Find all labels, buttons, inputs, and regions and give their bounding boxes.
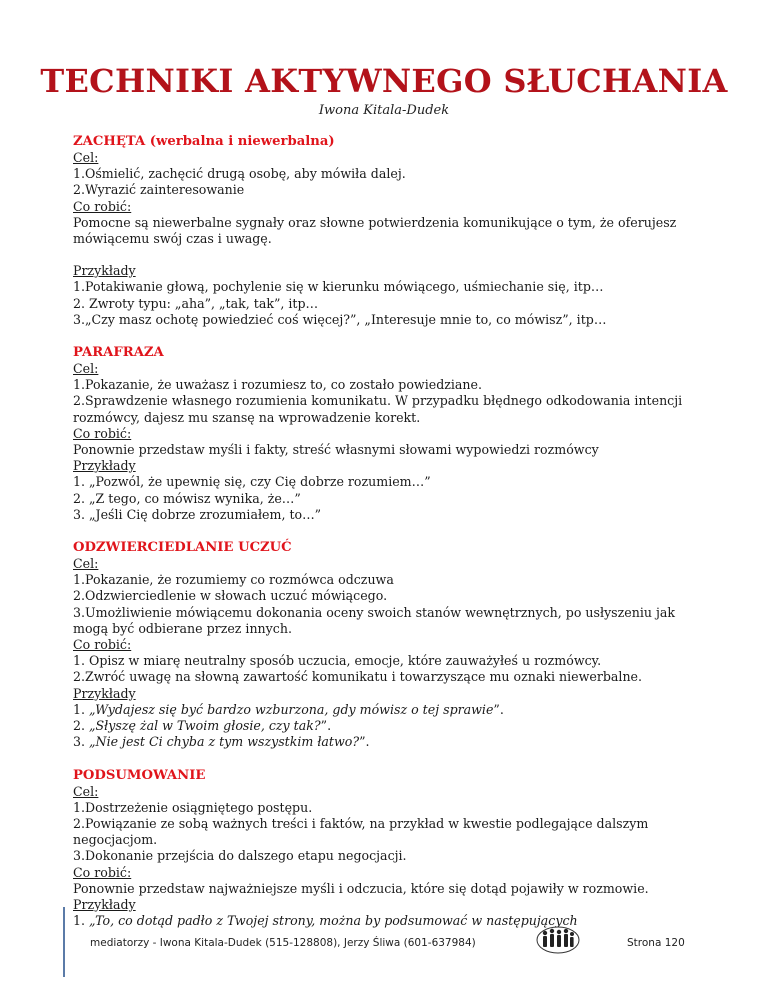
section-title-odzwierciedlanie: ODZWIERCIEDLANIE UCZUĆ (73, 540, 292, 556)
section-title-parafraza: PARAFRAZA (73, 345, 164, 361)
footer-text: mediatorzy - Iwona Kitala-Dudek (515-128808), Jerzy Śliwa (601-637984) (90, 937, 476, 949)
co-robic-label: Co robić: (73, 864, 132, 880)
list-item: 1. „Pozwól, że upewnię się, czy Cię dobrze rozumiem…” (73, 474, 431, 490)
list-item: 3.Dokonanie przejścia do dalszego etapu negocjacji. (73, 848, 407, 864)
document-title: TECHNIKI AKTYWNEGO SŁUCHANIA (40, 62, 728, 100)
list-item: 1.Ośmielić, zachęcić drugą osobę, aby mówiła dalej. (73, 166, 406, 182)
list-item: 2.Wyrazić zainteresowanie (73, 182, 245, 198)
list-item: 1.Pokazanie, że uważasz i rozumiesz to, co zostało powiedziane. (73, 377, 482, 393)
document-author: Iwona Kitala-Dudek (318, 103, 450, 118)
co-robic-label: Co robić: (73, 637, 132, 653)
cel-label: Cel: (73, 556, 99, 572)
cel-label: Cel: (73, 361, 99, 377)
list-item: 3. „Nie jest Ci chyba z tym wszystkim łatwo?”. (73, 734, 370, 750)
list-item: 2. Zwroty typu: „aha”, „tak, tak”, itp… (73, 295, 319, 311)
co-robic-label: Co robić: (73, 425, 132, 441)
przyklady-label: Przykłady (73, 458, 136, 474)
list-item: 3.Umożliwienie mówiącemu dokonania oceny swoich stanów wewnętrznych, po usłyszeniu jak mogą być odbierane przez innych. (73, 604, 676, 636)
przyklady-label: Przykłady (73, 896, 136, 912)
paragraph: Ponownie przedstaw najważniejsze myśli i odczucia, które się dotąd pojawiły w rozmowie. (73, 880, 649, 896)
list-item: 2. „Z tego, co mówisz wynika, że…” (73, 490, 301, 506)
paragraph: Pomocne są niewerbalne sygnały oraz słowne potwierdzenia komunikujące o tym, że oferujesz mówiącemu swój czas i uwagę. (73, 214, 677, 247)
list-item: 1. Opisz w miarę neutralny sposób uczucia, emocje, które zauważyłeś u rozmówcy. (73, 653, 602, 669)
section-title-podsumowanie: PODSUMOWANIE (73, 767, 206, 783)
list-item: 1.Dostrzeżenie osiągniętego postępu. (73, 799, 313, 815)
list-item: 3. „Jeśli Cię dobrze zrozumiałem, to…” (73, 506, 322, 522)
list-item: 1. „To, co dotąd padło z Twojej strony, można by podsumować w następujących (73, 913, 578, 929)
section-title-zacheta: ZACHĘTA (werbalna i niewerbalna) (73, 134, 335, 149)
list-item: 2.Zwróć uwagę na słowną zawartość komunikatu i towarzyszące mu oznaki niewerbalne. (73, 669, 643, 685)
people-group-icon (535, 924, 581, 954)
przyklady-label: Przykłady (73, 685, 136, 701)
list-item: 2.Sprawdzenie własnego rozumienia komunikatu. W przypadku błędnego odkodowania intencji rozmówcy, dajesz mu szansę na wprowadzenie korekt. (73, 393, 683, 425)
page-number: Strona 120 (627, 937, 685, 949)
footer-divider (63, 907, 65, 977)
document-body (73, 133, 713, 929)
list-item: 3.„Czy masz ochotę powiedzieć coś więcej?”, „Interesuje mnie to, co mówisz”, itp… (73, 311, 607, 327)
przyklady-label: Przykłady (73, 263, 136, 279)
list-item: 1. „Wydajesz się być bardzo wzburzona, gdy mówisz o tej sprawie”. (73, 701, 504, 717)
cel-label: Cel: (73, 783, 99, 799)
co-robic-label: Co robić: (73, 198, 132, 214)
paragraph: Ponownie przedstaw myśli i fakty, streść własnymi słowami wypowiedzi rozmówcy (73, 442, 599, 458)
list-item: 2. „Słyszę żal w Twoim głosie, czy tak?”. (73, 718, 332, 734)
list-item: 1.Pokazanie, że rozumiemy co rozmówca odczuwa (73, 572, 394, 588)
list-item: 2.Powiązanie ze sobą ważnych treści i faktów, na przykład w kwestie podlegające dalszym negocjacjom. (73, 815, 649, 848)
list-item: 2.Odzwierciedlenie w słowach uczuć mówiącego. (73, 588, 388, 604)
list-item: 1.Potakiwanie głową, pochylenie się w kierunku mówiącego, uśmiechanie się, itp… (73, 279, 604, 295)
cel-label: Cel: (73, 150, 99, 165)
